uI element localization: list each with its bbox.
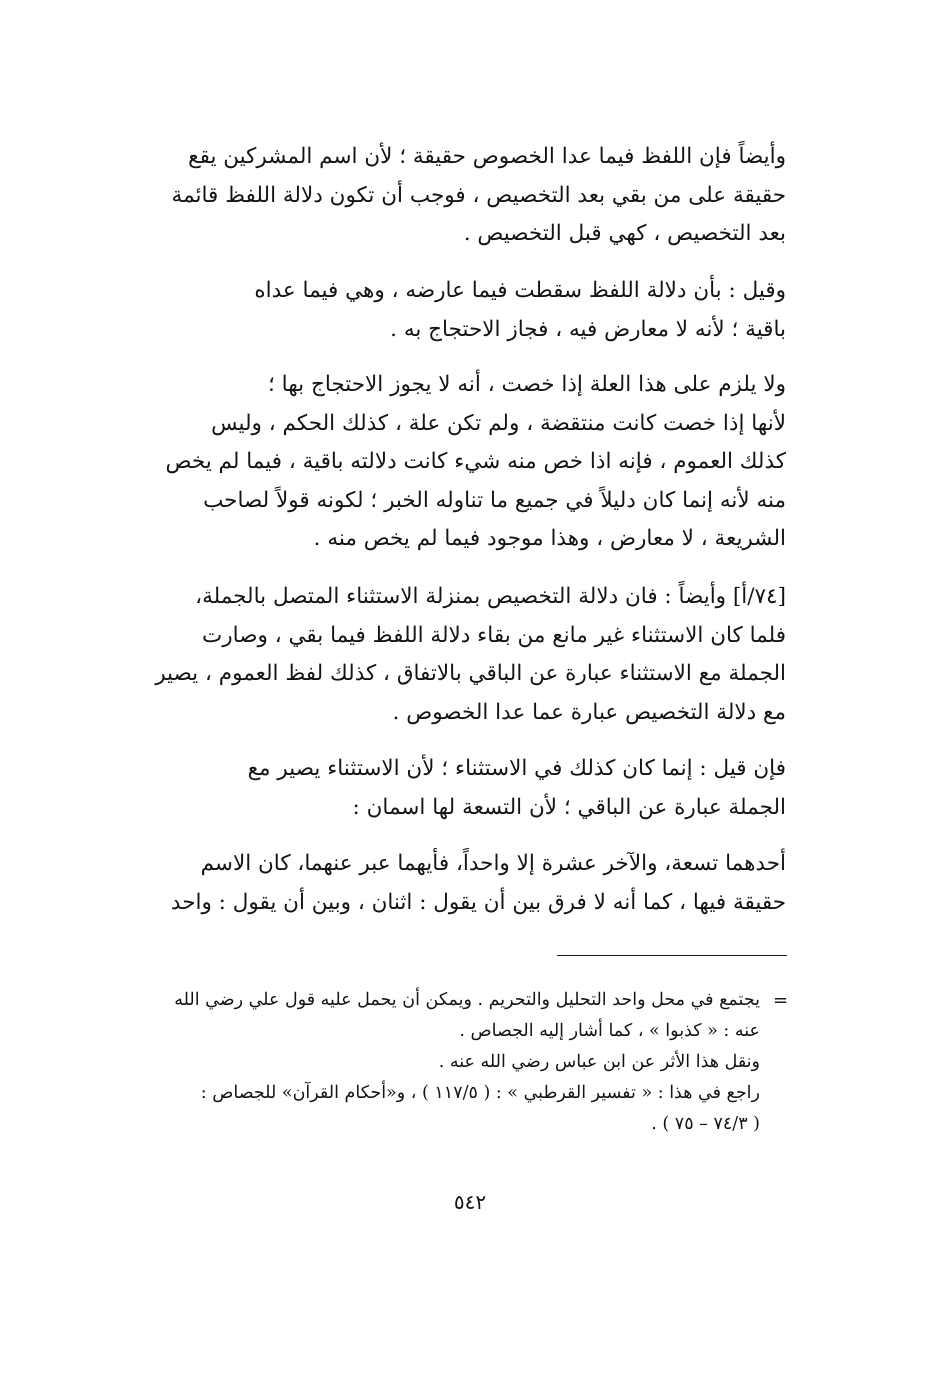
text-line: باقية ؛ لأنه لا معارض فيه ، فجاز الاحتجاج به . [390, 316, 786, 342]
footnote-line: راجع في هذا : « تفسير القرطبي » : ( ١١٧/٥ ) ، و«أحكام القرآن» للجصاص : [200, 1083, 760, 1103]
text-line: الشريعة ، لا معارض ، وهذا موجود فيما لم يخص منه . [313, 526, 786, 551]
text-line: فلما كان الاستثناء غير مانع من بقاء دلالة اللفظ فيما بقي ، وصارت [202, 622, 786, 648]
footnote-separator [557, 955, 787, 956]
text-line: الجملة مع الاستثناء عبارة عن الباقي بالاتفاق ، كذلك لفظ العموم ، يصير [155, 661, 786, 686]
text-line: مع دلالة التخصيص عبارة عما عدا الخصوص . [392, 699, 786, 725]
footnote-continuation-mark: = [773, 990, 789, 1011]
paragraph-4 [150, 578, 786, 732]
text-line: وقيل : بأن دلالة اللفظ سقطت فيما عارضه ، وهي فيما عداه [254, 278, 786, 303]
text-line: حقيقة على من بقي بعد التخصيص ، فوجب أن تكون دلالة اللفظ قائمة [171, 182, 786, 208]
paragraph-6 [150, 845, 786, 922]
text-line: حقيقة فيها ، كما أنه لا فرق بين أن يقول : اثنان ، وبين أن يقول : واحد [170, 889, 786, 915]
text-line: لأنها إذا خصت كانت منتقضة ، ولم تكن علة ، كذلك الحكم ، وليس [211, 410, 786, 436]
footnote-line: عنه : « كذبوا » ، كما أشار إليه الجصاص . [459, 1021, 760, 1041]
text-line: أحدهما تسعة، والآخر عشرة إلا واحداً، فأيهما عبر عنهما، كان الاسم [200, 851, 786, 876]
text-line: كذلك العموم ، فإنه اذا خص منه شيء كانت دلالته باقية ، فيما لم يخص [165, 449, 786, 474]
paragraph-2 [150, 272, 786, 349]
text-line: منه لأنه إنما كان دليلاً في جميع ما تناوله الخبر ؛ لكونه قولاً لصاحب [203, 487, 786, 513]
paragraph-5 [150, 750, 786, 827]
text-line: ولا يلزم على هذا العلة إذا خصت ، أنه لا يجوز الاحتجاج بها ؛ [268, 372, 786, 397]
page-number: ٥٤٢ [453, 1190, 487, 1214]
footnote [140, 985, 760, 1140]
footnote-line: يجتمع في محل واحد التحليل والتحريم . ويمكن أن يحمل عليه قول علي رضي الله [174, 990, 760, 1010]
footnote-line: ونقل هذا الأثر عن ابن عباس رضي الله عنه . [438, 1052, 760, 1072]
text-line: فإن قيل : إنما كان كذلك في الاستثناء ؛ لأن الاستثناء يصير مع [247, 756, 786, 781]
paragraph-1 [150, 138, 786, 254]
text-line: الجملة عبارة عن الباقي ؛ لأن التسعة لها اسمان : [352, 794, 786, 820]
paragraph-3 [150, 366, 786, 559]
text-line: [٧٤/أ] وأيضاً : فان دلالة التخصيص بمنزلة الاستثناء المتصل بالجملة، [195, 584, 786, 609]
text-line: بعد التخصيص ، كهي قبل التخصيص . [463, 221, 786, 246]
footnote-line: ( ٧٤/٣ – ٧٥ ) . [651, 1114, 760, 1134]
text-line: وأيضاً فإن اللفظ فيما عدا الخصوص حقيقة ؛ لأن اسم المشركين يقع [188, 144, 786, 169]
